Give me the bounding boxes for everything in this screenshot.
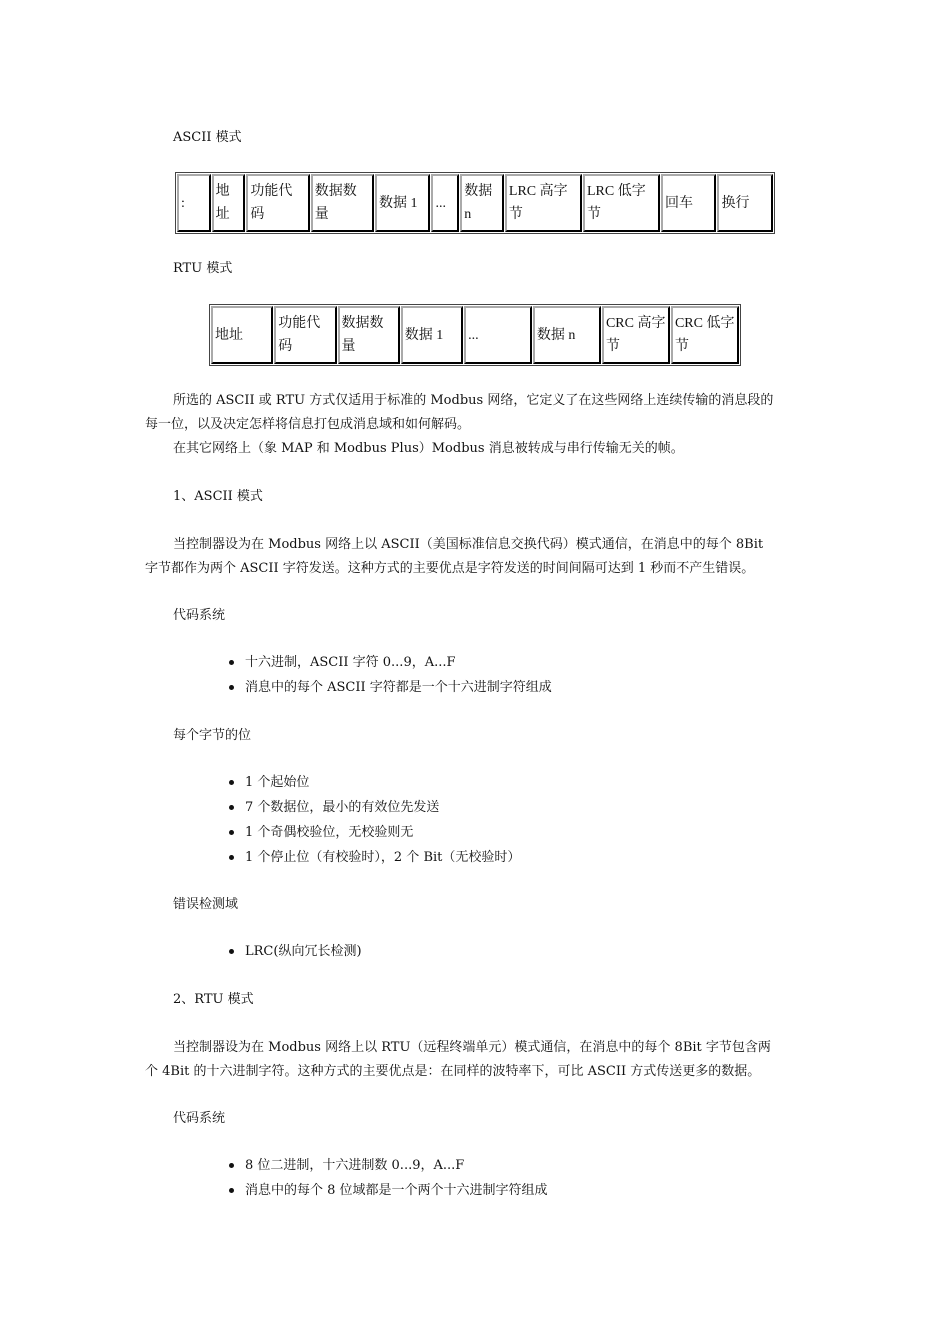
section2-code-title: 代码系统 — [173, 1111, 226, 1126]
bullet-icon — [229, 805, 234, 810]
ascii-cell-start: : — [177, 174, 211, 232]
ascii-cell-lf: 换行 — [717, 174, 773, 232]
section1-error-title: 错误检测域 — [173, 897, 239, 912]
list-item — [229, 939, 362, 964]
ascii-cell-lrc-low: LRC 低字节 — [583, 174, 660, 232]
section1-para-line-1: 当控制器设为在 Modbus 网络上以 ASCII（美国标准信息交换代码）模式通信，在消息中的每个 8Bit — [173, 537, 764, 552]
section1-bits-title: 每个字节的位 — [173, 728, 252, 743]
section1-para-line-2: 字节都作为两个 ASCII 字符发送。这种方式的主要优点是字符发送的时间间隔可达到 1 秒而不产生错误。 — [145, 561, 755, 576]
ascii-cell-lrc-high: LRC 高字节 — [505, 174, 582, 232]
list-item — [229, 675, 552, 700]
section1-code-title: 代码系统 — [173, 608, 226, 623]
bullet-icon — [229, 830, 234, 835]
rtu-cell-count: 数据数量 — [338, 306, 400, 364]
ascii-cell-cr: 回车 — [661, 174, 716, 232]
section2-para-line-1: 当控制器设为在 Modbus 网络上以 RTU（远程终端单元）模式通信，在消息中的每个 8Bit 字节包含两 — [173, 1040, 771, 1055]
ascii-frame-table — [175, 172, 775, 234]
rtu-frame-row — [211, 306, 739, 364]
section2-para-line-2: 个 4Bit 的十六进制字符。这种方式的主要优点是：在同样的波特率下，可比 ASCII 方式传送更多的数据。 — [145, 1064, 761, 1079]
intro-line-3: 在其它网络上（象 MAP 和 Modbus Plus）Modbus 消息被转成与串行传输无关的帧。 — [173, 441, 684, 456]
rtu-cell-address: 地址 — [211, 306, 273, 364]
list-item — [229, 1178, 548, 1203]
ascii-cell-function: 功能代码 — [246, 174, 309, 232]
list-item — [229, 795, 520, 820]
list-item-text: 7 个数据位，最小的有效位先发送 — [245, 800, 440, 815]
rtu-cell-function: 功能代码 — [274, 306, 336, 364]
list-item — [229, 845, 520, 870]
list-item-text: 8 位二进制，十六进制数 0...9，A...F — [245, 1158, 465, 1173]
section2-title: 2、RTU 模式 — [173, 992, 254, 1007]
list-item-text: 消息中的每个 8 位域都是一个两个十六进制字符组成 — [245, 1183, 548, 1198]
ascii-mode-heading: ASCII 模式 — [173, 130, 242, 145]
ascii-cell-ellipsis: ... — [431, 174, 459, 232]
ascii-frame-row — [177, 174, 773, 232]
section1-error-list — [229, 939, 362, 964]
list-item-text: 十六进制，ASCII 字符 0...9，A...F — [245, 655, 456, 670]
list-item-text: 1 个停止位（有校验时），2 个 Bit（无校验时） — [245, 850, 521, 865]
bullet-icon — [229, 660, 234, 665]
intro-line-2: 每一位，以及决定怎样将信息打包成消息域和如何解码。 — [145, 417, 471, 432]
bullet-icon — [229, 1188, 234, 1193]
bullet-icon — [229, 780, 234, 785]
rtu-cell-datan: 数据 n — [533, 306, 601, 364]
rtu-cell-crc-low: CRC 低字节 — [671, 306, 739, 364]
rtu-cell-data1: 数据 1 — [401, 306, 463, 364]
list-item — [229, 1153, 548, 1178]
section1-code-list — [229, 650, 552, 700]
list-item-text: 消息中的每个 ASCII 字符都是一个十六进制字符组成 — [245, 680, 552, 695]
section1-bits-list — [229, 770, 520, 870]
rtu-cell-ellipsis: ... — [464, 306, 532, 364]
list-item — [229, 650, 552, 675]
list-item-text: 1 个起始位 — [245, 775, 310, 790]
list-item — [229, 770, 520, 795]
bullet-icon — [229, 1163, 234, 1168]
ascii-cell-address: 地址 — [212, 174, 246, 232]
ascii-cell-count: 数据数量 — [311, 174, 374, 232]
bullet-icon — [229, 855, 234, 860]
rtu-mode-heading: RTU 模式 — [173, 261, 233, 276]
rtu-cell-crc-high: CRC 高字节 — [602, 306, 670, 364]
ascii-cell-datan: 数据 n — [460, 174, 504, 232]
list-item — [229, 820, 520, 845]
section1-title: 1、ASCII 模式 — [173, 489, 263, 504]
bullet-icon — [229, 685, 234, 690]
list-item-text: LRC(纵向冗长检测) — [245, 944, 362, 959]
rtu-frame-table — [209, 304, 741, 366]
section2-code-list — [229, 1153, 548, 1203]
list-item-text: 1 个奇偶校验位，无校验则无 — [245, 825, 414, 840]
bullet-icon — [229, 949, 234, 954]
intro-line-1: 所选的 ASCII 或 RTU 方式仅适用于标准的 Modbus 网络，它定义了在这些网络上连续传输的消息段的 — [173, 393, 774, 408]
ascii-cell-data1: 数据 1 — [375, 174, 430, 232]
